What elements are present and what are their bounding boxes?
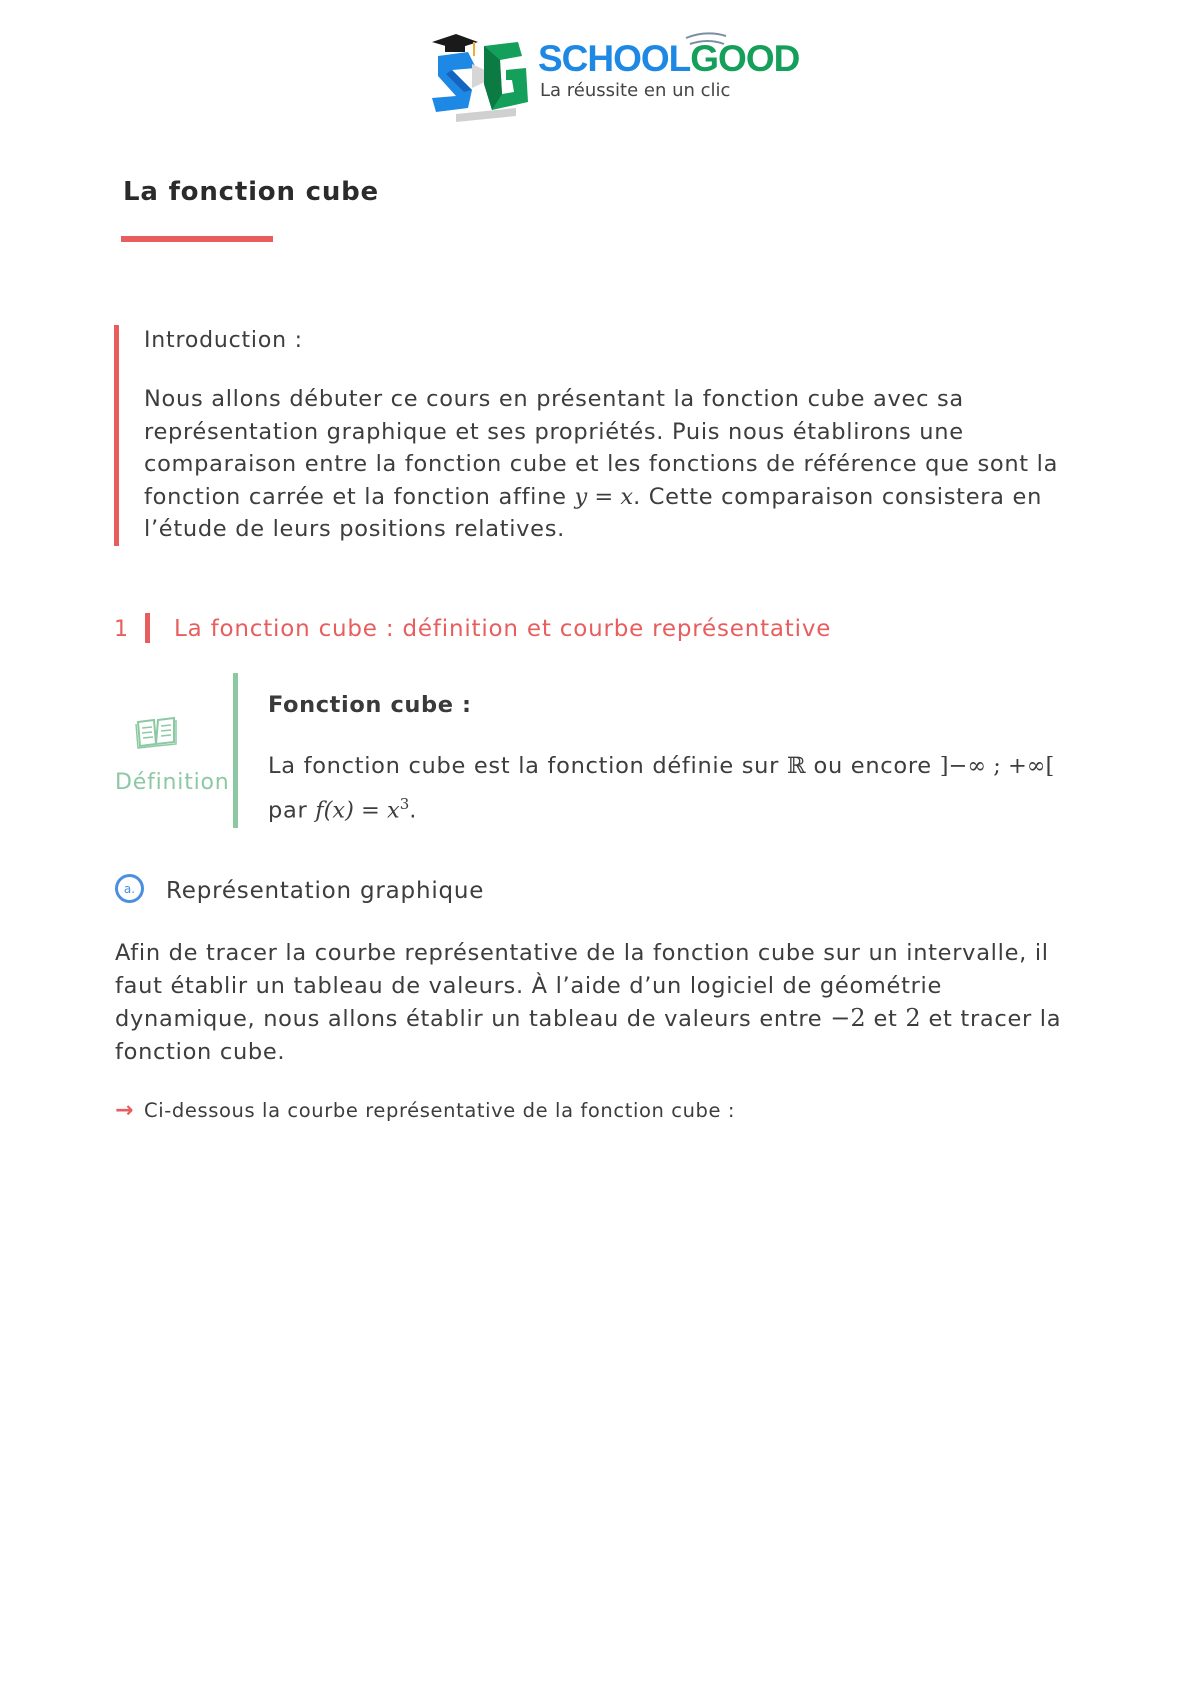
subsection-marker <box>115 874 144 903</box>
definition-formula: f(x) = x <box>315 797 400 824</box>
intro-math-equation: y = x <box>574 483 634 510</box>
definition-label: Définition <box>115 770 230 795</box>
intro-paragraph <box>144 383 1074 546</box>
real-numbers-symbol: ℝ <box>786 753 806 779</box>
intro-accent-bar <box>114 325 119 546</box>
section-number: 1 <box>114 617 128 642</box>
definition-text-end: . <box>409 797 418 824</box>
definition-text-part2: ou encore <box>805 753 940 779</box>
paragraph-part1: Afin de tracer la courbe représentative de la fonction cube sur un intervalle, il faut établir un tableau de valeurs. À l’aide d’un logiciel de géométrie dynamique, nous allons établir un tableau de valeurs entre <box>115 940 1049 1032</box>
definition-text <box>268 747 1068 830</box>
intro-heading: Introduction : <box>144 328 303 353</box>
brand-name-good: GOOD <box>690 38 800 79</box>
arrow-right-icon: → <box>115 1098 135 1123</box>
section-accent-bar <box>145 613 150 643</box>
page-title: La fonction cube <box>123 177 379 207</box>
section-title: La fonction cube : définition et courbe représentative <box>174 616 832 642</box>
definition-text-part3: par <box>268 797 316 824</box>
note-line <box>115 1098 735 1123</box>
open-book-icon <box>134 716 178 750</box>
paragraph-part2: et <box>865 1006 906 1032</box>
title-underline <box>121 236 273 242</box>
subsection-marker-label: a. <box>123 881 136 896</box>
brand-name-school: SCHOOL <box>538 38 691 79</box>
subsection-title: Représentation graphique <box>166 878 485 904</box>
definition-heading: Fonction cube : <box>268 692 472 718</box>
definition-text-part1: La fonction cube est la fonction définie sur <box>268 753 787 779</box>
schoolgood-logo <box>428 24 800 124</box>
definition-interval: ]−∞ ; +∞[ <box>939 753 1055 779</box>
note-text: Ci-dessous la courbe représentative de la fonction cube : <box>144 1099 736 1122</box>
paragraph-part3: et tracer la fonction cube. <box>115 1006 1062 1065</box>
definition-accent-bar <box>233 673 238 828</box>
intro-text-start: Nous allons débuter ce cours en présentant la fonction cube avec sa représentation graphique et ses propriétés. Puis nous établirons une comparaison entre la fonction cube et les fonctions de référence que sont la fonction carrée et la fonction affine <box>144 386 1059 510</box>
bound-lower: −2 <box>830 1004 866 1032</box>
brand-tagline: La réussite en un clic <box>540 80 731 101</box>
subsection-paragraph <box>115 937 1075 1068</box>
intro-text-end: . Cette comparaison consistera en l’étude de leurs positions relatives. <box>144 483 1043 542</box>
bound-upper: 2 <box>905 1004 921 1032</box>
definition-formula-exponent: 3 <box>399 795 410 813</box>
